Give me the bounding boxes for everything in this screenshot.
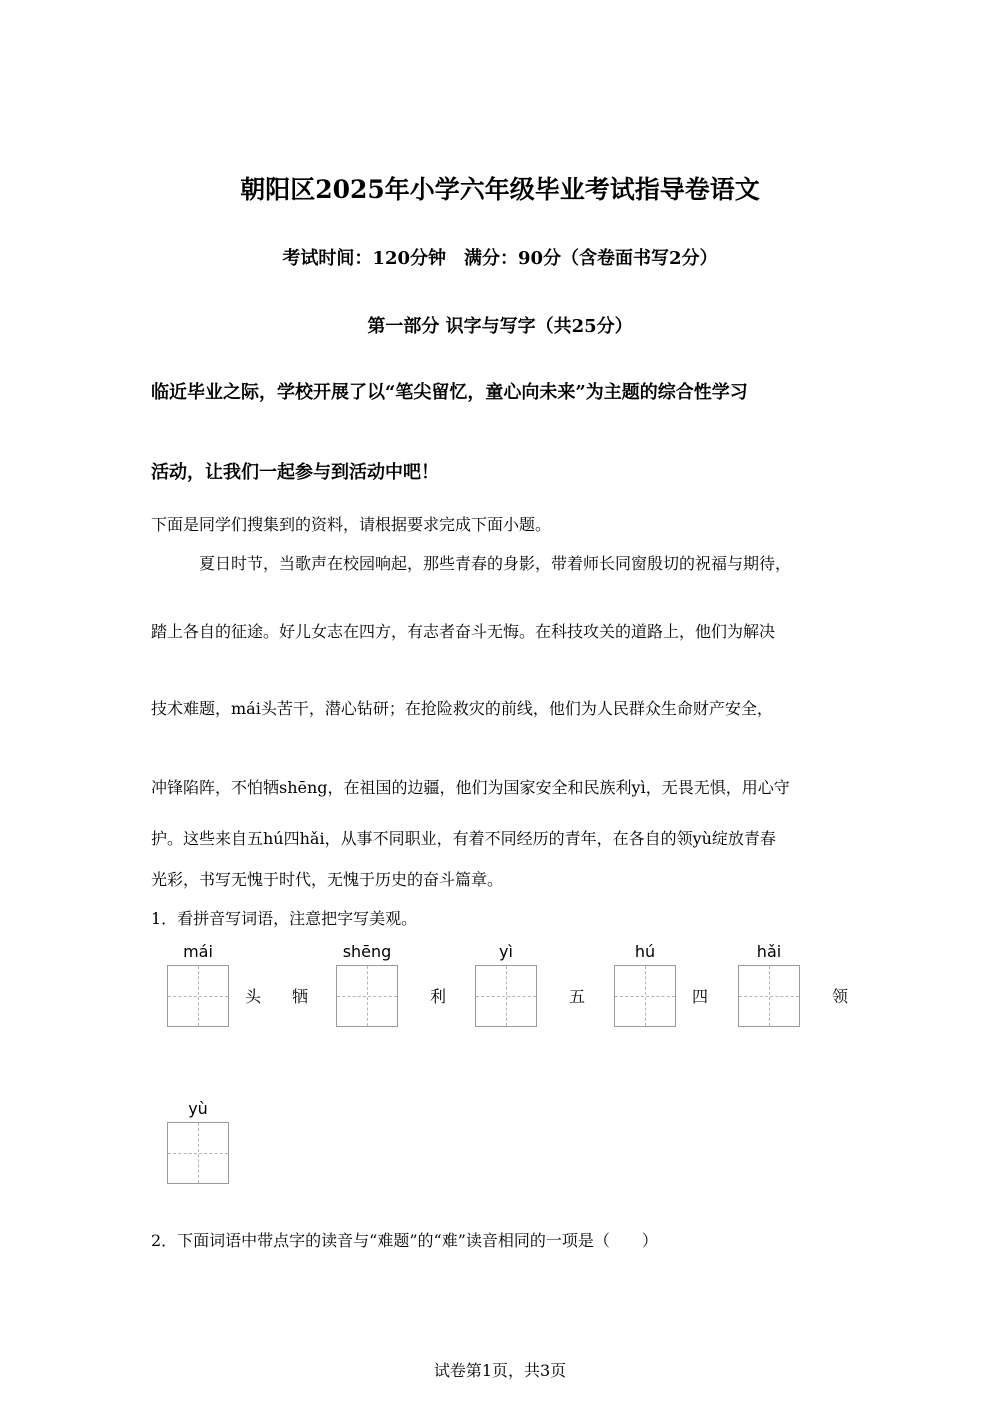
passage-line-1: 夏日时节，当歌声在校园响起，那些青春的身影，带着师长同窗殷切的祝福与期待， [199,554,792,573]
pinyin-label: yì [499,942,513,961]
section-heading: 第一部分 识字与写字（共25分） [367,316,633,337]
passage-line-3: 技术难题，mái头苦干，潜心钻研；在抢险救灾的前线，他们为人民群众生命财产安全， [151,699,773,718]
pinyin-label: yù [188,1099,208,1118]
writing-box[interactable] [336,965,398,1027]
question-2: 2．下面词语中带点字的读音与“难题”的“难”读音相同的一项是（ ） [151,1231,658,1250]
pinyin-label: hú [634,942,656,961]
exam-title: 朝阳区2025年小学六年级毕业考试指导卷语文 [240,175,760,204]
given-char: 领 [832,987,849,1006]
given-char: 头 [245,987,262,1006]
pinyin-label: mái [183,942,213,961]
writing-box[interactable] [614,965,676,1027]
given-char: 五 [569,987,586,1006]
passage-line-4: 冲锋陷阵，不怕牺shēng，在祖国的边疆，他们为国家安全和民族利yì，无畏无惧，用心守 [151,778,790,797]
intro-line-1: 临近毕业之际，学校开展了以“笔尖留忆，童心向未来”为主题的综合性学习 [151,382,748,403]
intro-line-2: 活动，让我们一起参与到活动中吧！ [151,462,439,483]
pinyin-label: hǎi [756,942,782,961]
exam-meta: 考试时间：120分钟 满分：90分（含卷面书写2分） [282,248,718,269]
given-char: 利 [430,987,447,1006]
question-1: 1．看拼音写词语，注意把字写美观。 [151,909,418,928]
given-char: 四 [692,987,709,1006]
writing-box[interactable] [167,1122,229,1184]
instruction: 下面是同学们搜集到的资料，请根据要求完成下面小题。 [151,515,552,534]
writing-box[interactable] [167,965,229,1027]
pinyin-label: shēng [342,942,392,961]
given-char: 牺 [292,987,309,1006]
writing-box[interactable] [738,965,800,1027]
passage-line-2: 踏上各自的征途。好儿女志在四方，有志者奋斗无悔。在科技攻关的道路上，他们为解决 [151,622,776,641]
page-footer: 试卷第1页，共3页 [433,1361,567,1380]
passage-line-5: 护。这些来自五hú四hǎi，从事不同职业，有着不同经历的青年，在各自的领yù绽放青春 [151,829,776,848]
writing-box[interactable] [475,965,537,1027]
passage-line-6: 光彩，书写无愧于时代，无愧于历史的奋斗篇章。 [151,870,504,889]
